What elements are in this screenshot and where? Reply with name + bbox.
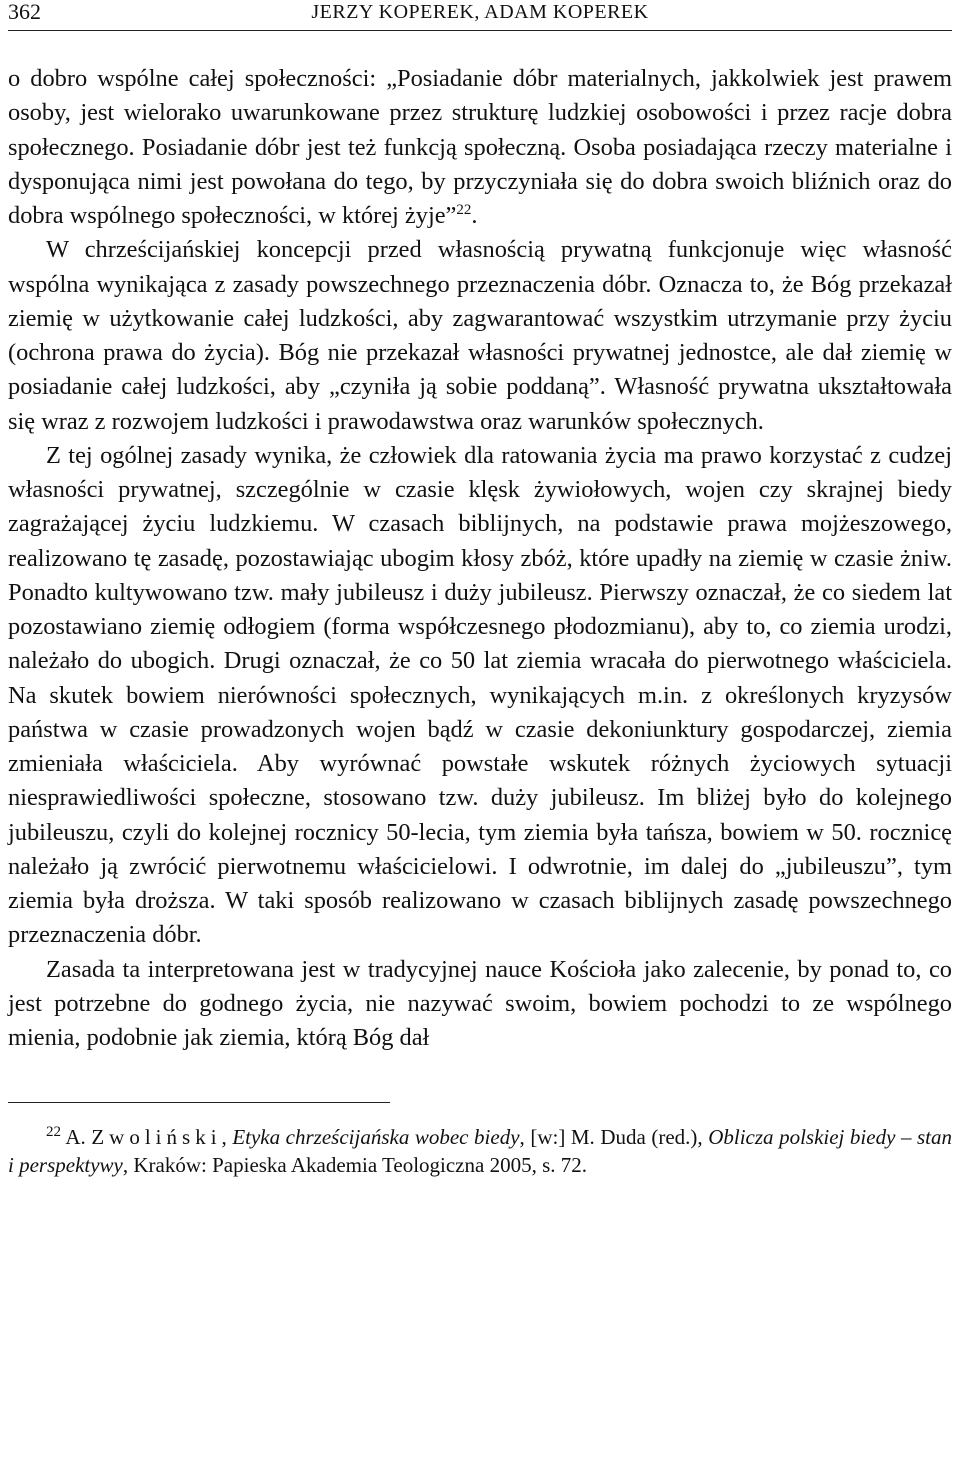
footnote-title-2: Oblicza polskiej biedy – stan i perspektywy	[8, 1125, 953, 1178]
paragraph-1-end: .	[471, 202, 478, 229]
paragraph-3: Z tej ogólnej zasady wynika, że człowiek dla ratowania życia ma prawo korzystać z cudzej własności prywatnej, szczególnie w czasie klęsk żywiołowych, wojen czy skrajnej biedy zagrażającej życiu ludzkiemu. W czasach biblijnych, na podstawie prawa mojżeszowego, realizowano tę zasadę, pozostawiając ubogim kłosy zbóż, które upadły na ziemię w czasie żniw. Ponadto kultywowano tzw. mały jubileusz i duży jubileusz. Pierwszy oznaczał, że co siedem lat pozostawiano ziemię odłogiem (forma współczesnego płodozmianu), aby to, co ziemia urodzi, należało do ubogich. Drugi oznaczał, że co 50 lat ziemia wracała do pierwotnego właściciela. Na skutek bowiem nierówności społecznych, wynikających m.in. z określonych kryzysów państwa w czasie prowadzonych wojen bądź w czasie dekoniunktury gospodarczej, ziemia zmieniała właściciela. Aby wyrównać powstałe wskutek różnych życiowych sytuacji niesprawiedliwości społeczne, stosowano tzw. duży jubileusz. Im bliżej było do kolejnego jubileuszu, czyli do kolejnej rocznicy 50-lecia, tym ziemia była tańsza, bowiem w 50. rocznicę należało ją zwrócić pierwotnemu właścicielowi. I odwrotnie, im dalej do „jubileuszu”, tym ziemia była droższa. W taki sposób realizowano w czasach biblijnych zasadę powszechnego przeznaczenia dóbr.	[8, 441, 952, 949]
running-head-authors: JERZY KOPEREK, ADAM KOPEREK	[311, 1, 649, 23]
paragraph-2: W chrześcijańskiej koncepcji przed własnością prywatną funkcjonuje więc własność wspólna wynikająca z zasady powszechnego przeznaczenia dóbr. Oznacza to, że Bóg przekazał ziemię w użytkowanie całej ludzkości, aby zagwarantować wszystkim utrzymanie przy życiu (ochrona prawa do życia). Bóg nie przekazał własności prywatnej jednostce, ale dał ziemię w posiadanie całej ludzkości, aby „czyniła ją sobie poddaną”. Własność prywatna ukształtowała się wraz z rozwojem ludzkości i prawodawstwa oraz warunków społecznych.	[8, 236, 952, 435]
paragraph-1-text: o dobro wspólne całej społeczności: „Posiadanie dóbr materialnych, jakkolwiek jest prawem osoby, jest wielorako uwarunkowane przez strukturę ludzkiej osobowości i przez racje dobra społecznego. Posiadanie dóbr jest też funkcją społeczną. Osoba posiadająca rzeczy materialne i dysponująca nimi jest powołana do tego, by przyczyniała się do dobra swoich bliźnich oraz do dobra wspólnego społeczności, w której żyje”	[8, 65, 952, 229]
footnote-divider	[8, 1102, 390, 1103]
footnote-author-surname: Zwoliński	[91, 1125, 222, 1150]
footnote-tail: , Kraków: Papieska Akademia Teologiczna 2005, s. 72.	[122, 1153, 587, 1178]
running-header	[8, 0, 952, 31]
footnote-middle: , [w:] M. Duda (red.),	[519, 1125, 703, 1150]
footnote-comma: ,	[221, 1125, 227, 1150]
footnote-marker: 22	[46, 1124, 61, 1141]
footnote-title-1: Etyka chrześcijańska wobec biedy	[232, 1125, 520, 1150]
page-number: 362	[8, 0, 41, 24]
body-text	[8, 62, 952, 1055]
paragraph-4: Zasada ta interpretowana jest w tradycyjnej nauce Kościoła jako zalecenie, by ponad to, co jest potrzebne do godnego życia, nie nazywać swoim, bowiem pochodzi to ze wspólnego mienia, podobnie jak ziemia, którą Bóg dał	[8, 955, 952, 1051]
footnote-22	[8, 1123, 952, 1179]
document-page	[8, 0, 952, 1179]
footnote-author-initial: A.	[65, 1125, 86, 1150]
footnote-reference-22[interactable]: 22	[456, 201, 472, 218]
paragraph-1	[8, 62, 952, 233]
